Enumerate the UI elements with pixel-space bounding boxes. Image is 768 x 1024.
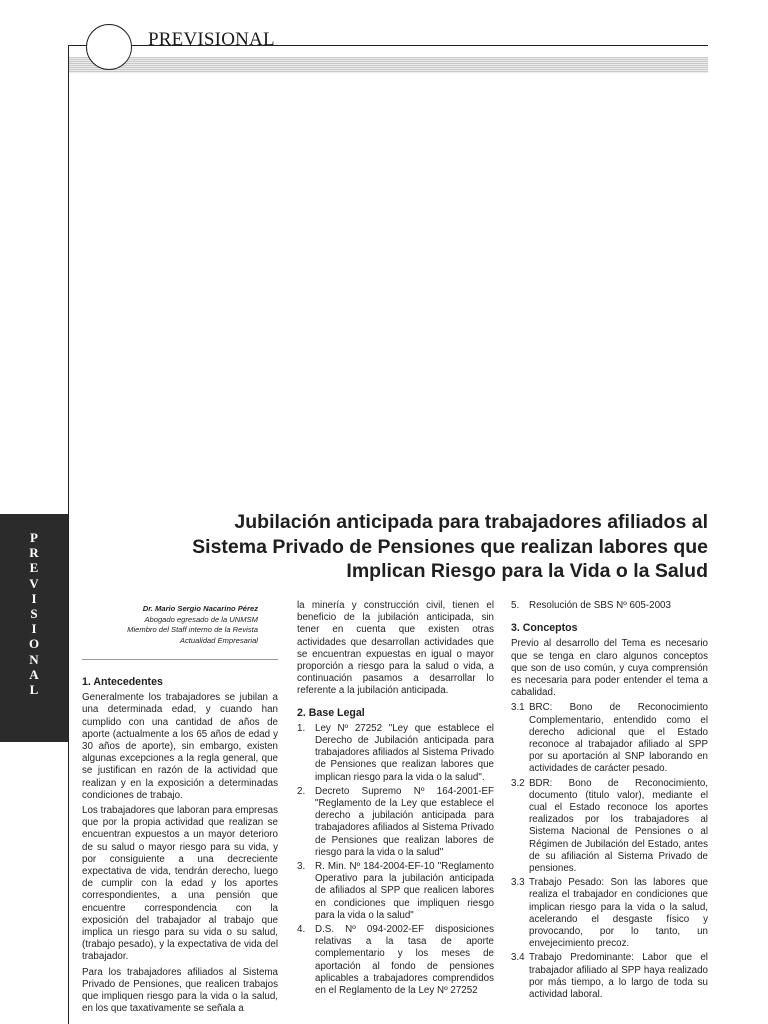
header-circle-ornament [86,24,132,70]
concept-item [511,778,708,876]
page-left-rule [68,45,69,1024]
side-tab-letters [0,530,68,697]
article-title-line: Sistema Privado de Pensiones que realizan labores que [192,535,708,558]
side-tab-letter: E [29,560,39,576]
author-credential: Miembro del Staff interno de la Revista [127,625,258,635]
side-tab-letter: I [31,590,37,606]
concept-item [511,952,708,1001]
author-name: Dr. Mario Sergio Nacarino Pérez [142,604,258,613]
article-title-line: Jubilación anticipada para trabajadores afiliados al [234,511,708,533]
legal-list-item [297,861,494,922]
column-1 [82,676,278,1018]
legal-list-item [297,924,494,997]
list-text: D.S. Nº 094-2002-EF disposiciones relativas a la tasa de aporte complementario y los meses de aportación al fondo de pensiones aplicables a trabajadores comprendidos en el Reglamento de la Ley Nº 27252 [315,924,494,997]
header-band [68,57,708,73]
column-2 [297,600,494,999]
list-number: 5. [511,600,520,611]
article-title-line: Implican Riesgo para la Vida o la Salud [346,560,708,582]
paragraph: Para los trabajadores afiliados al Sistema Privado de Pensiones, que realicen trabajos que impliquen riesgo para la vida o la salud, en los que taxativamente se señala a [82,966,278,1015]
list-number: 3. [297,861,306,873]
list-text: R. Min. Nº 184-2004-EF-10 "Reglamento Operativo para la jubilación anticipada de afiliados al SPP que realicen labores en condiciones que impliquen riesgo para la vida o la salud" [315,861,494,921]
list-text: Resolución de SBS Nº 605-2003 [529,600,671,611]
article-title [110,510,708,584]
side-tab-letter: O [28,636,40,652]
concept-text: Trabajo Pesado: Son las labores que realiza el trabajador en condiciones que implican riesgo para la vida o la salud, acelerando el desgaste físico y provocando, por lo tanto, un envejecimiento precoz. [529,877,708,950]
concept-text: Trabajo Predominante: Labor que el trabajador afiliado al SPP haya realizado por más tiempo, a lo largo de toda su actividad laboral. [529,952,708,1001]
paragraph: Generalmente los trabajadores se jubilan a una determinada edad, y cuando han cumplido con una cantidad de años de aporte (actualmente a los 65 años de edad y 30 años de aporte), sin embargo, existen algunas excepciones a la regla general, que se justifican en razón de la actividad que realizan y en la exposición a determinadas condiciones de trabajo. [82,692,278,801]
side-tab-letter: V [29,575,39,591]
heading-base-legal: 2. Base Legal [297,706,365,719]
concept-item [511,877,708,950]
side-tab-letter: S [30,606,38,622]
list-number: 2. [297,785,306,797]
legal-list-item [297,786,494,859]
list-text: Decreto Supremo Nº 164-2001-EF "Reglamento de la Ley que establece el derecho a jubilación anticipada para trabajadores afiliados al Sistema Privado de Pensiones que realizan labores de riesgo para la vida o la salud" [315,785,494,858]
side-tab-letter: R [29,545,39,561]
author-block [82,604,258,646]
list-number: 1. [297,722,306,734]
concept-item [511,702,708,775]
concept-number: 3.1 [511,702,525,714]
side-tab-letter: N [29,651,39,667]
list-number: 4. [297,924,306,936]
author-credential: Abogado egresado de la UNMSM [144,614,258,624]
side-tab-letter: A [29,666,39,682]
concept-number: 3.4 [511,952,525,964]
heading-conceptos: 3. Conceptos [511,622,578,635]
heading-antecedentes: 1. Antecedentes [82,676,163,688]
side-tab-letter: P [30,530,38,545]
side-tab-letter: L [29,682,39,698]
paragraph: la minería y construcción civil, tienen el beneficio de la jubilación anticipada, sin tener en cuenta que existen otras actividades que desarrollan actividades que se encuentran expuestas en igual o mayor proporción a riesgo para la salud o vida, a continuación pasamos a desarrollar lo referente a la jubilación anticipada. [297,600,494,697]
legal-list-item [511,600,708,612]
concept-text: BDR: Bono de Reconocimiento, documento (titulo valor), mediante el cual el Estado reconoce los aportes realizados por los trabajadores al Sistema Nacional de Pensiones o al Régimen de Jubilación del Estado, antes de su afiliación al Sistema Privado de pensiones. [529,777,708,875]
concept-number: 3.2 [511,777,525,789]
concept-text: BRC: Bono de Reconocimiento Complementario, entendido como el derecho adicional que el Estado reconoce al trabajador afiliado al SPP por su aportación al SNP laborando en actividades de carácter pesado. [529,702,708,775]
side-tab-letter: I [31,621,37,637]
list-text: Ley Nº 27252 "Ley que establece el Derecho de Jubilación anticipada para trabajadores afiliados al Sistema Privado de Pensiones que realizan labores que implican riesgo para la vida o la salud". [315,722,494,783]
column-3 [511,600,708,1003]
paragraph: Previo al desarrollo del Tema es necesario que se tenga en claro algunos conceptos que son de uso común, y cuya comprensión es necesaria para poder entender el tema a cabalidad. [511,638,708,699]
author-divider [82,659,278,660]
concept-number: 3.3 [511,877,525,889]
section-title: PREVISIONAL [148,29,275,50]
author-credential: Actualidad Empresarial [179,635,258,645]
paragraph: Los trabajadores que laboran para empresas que por la propia actividad que realizan se encuentran expuestos a un mayor deterioro de su salud o mayor riesgo para su vida, y por consiguiente a una decreciente expectativa de vida, tendrán derecho, luego de cumplir con la edad y los aportes correspondientes, a una pensión que encuentre correspondencia con la exposición del trabajador al trabajo que implica un riesgo para su vida o su salud, (trabajo pesado), y la expectativa de vida del trabajador. [82,805,278,963]
legal-list-item [297,723,494,784]
